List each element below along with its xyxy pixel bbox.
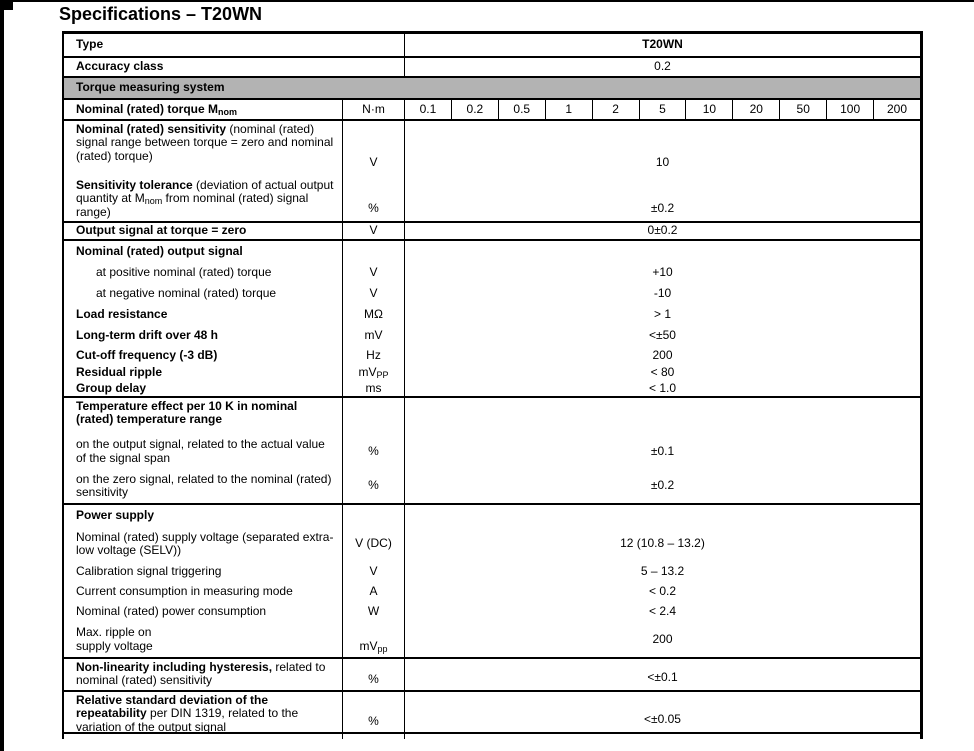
unit-cell: V <box>342 121 404 177</box>
unit-cell: V <box>342 283 404 304</box>
row-cutoff-frequency <box>64 346 920 365</box>
unit-cell <box>342 398 404 434</box>
unit-cell: % <box>342 434 404 469</box>
torque-value-cell: 0.1 <box>404 100 451 119</box>
unit-cell: N·m <box>342 100 404 119</box>
row-value: -10 <box>404 283 920 304</box>
unit-cell: $mV_{pp}$ <box>342 622 404 657</box>
row-value: < 0.2 <box>404 582 920 602</box>
row-label: Calibration signal triggering <box>76 564 222 579</box>
unit-cell: Hz <box>342 346 404 365</box>
specifications-table <box>62 31 923 739</box>
row-label: Accuracy class <box>76 59 164 74</box>
row-value <box>404 734 920 739</box>
unit-cell: % <box>342 659 404 690</box>
row-label: Nominal (rated) power consumption <box>76 604 267 619</box>
torque-value-cell: 1 <box>545 100 592 119</box>
table-block-power-supply <box>64 503 920 657</box>
unit-cell <box>342 241 404 262</box>
unit-cell: $mV_{PP}$ <box>342 365 404 381</box>
row-label: at negative nominal (rated) torque <box>96 285 277 300</box>
row-output-signal-header <box>64 241 920 262</box>
row-label: Type <box>76 37 104 52</box>
unit-cell <box>342 505 404 526</box>
row-positive-torque <box>64 262 920 283</box>
row-label: Nominal (rated) supply voltage (separated extra-low voltage (SELV)) <box>76 529 334 557</box>
row-label: Load resistance <box>76 306 168 321</box>
torque-value-cell: 2 <box>592 100 639 119</box>
page-title: Specifications – T20WN <box>59 4 263 24</box>
row-sensitivity-tolerance <box>64 177 920 221</box>
row-value: < 80 <box>404 365 920 381</box>
scan-edge-corner <box>0 0 13 10</box>
row-residual-ripple <box>64 365 920 381</box>
row-value: 200 <box>404 346 920 365</box>
unit-cell: W <box>342 602 404 622</box>
unit-cell: MΩ <box>342 304 404 325</box>
table-row-non-linearity <box>64 657 920 690</box>
table-row-partial <box>64 732 920 739</box>
row-value <box>404 398 920 434</box>
unit-cell: ms <box>342 381 404 396</box>
row-label: Current consumption in measuring mode <box>76 584 293 599</box>
table-block-temperature-effect <box>64 396 920 503</box>
subscript: nom <box>218 106 238 117</box>
row-calibration-triggering <box>64 562 920 582</box>
scan-edge-left <box>0 0 4 751</box>
row-long-term-drift <box>64 325 920 346</box>
row-value <box>404 505 920 526</box>
row-label: Nominal (rated) torque $M_{nom}$ <box>76 101 238 117</box>
table-row-output-zero <box>64 221 920 239</box>
row-value: < 2.4 <box>404 602 920 622</box>
row-label: Power supply <box>76 507 155 522</box>
section-header: Torque measuring system <box>64 78 920 98</box>
table-block-output-signal <box>64 239 920 396</box>
row-value: <±50 <box>404 325 920 346</box>
unit-cell: V <box>342 223 404 239</box>
row-label: Residual ripple <box>76 365 163 380</box>
table-block-sensitivity <box>64 119 920 221</box>
row-value: 5 – 13.2 <box>404 562 920 582</box>
row-label: Temperature effect per 10 K in nominal (rated) temperature range <box>76 399 298 427</box>
row-temp-effect-output-signal <box>64 434 920 469</box>
row-power-consumption <box>64 602 920 622</box>
row-max-ripple <box>64 622 920 657</box>
row-negative-torque <box>64 283 920 304</box>
unit-cell: A <box>342 582 404 602</box>
row-load-resistance <box>64 304 920 325</box>
torque-value-cell: 20 <box>732 100 779 119</box>
table-row-nominal-torque <box>64 98 920 119</box>
row-label: Group delay <box>76 380 147 395</box>
row-value: 12 (10.8 – 13.2) <box>404 526 920 562</box>
table-row-repeatability <box>64 690 920 732</box>
torque-value-cell: 0.5 <box>498 100 545 119</box>
row-label: on the output signal, related to the actual value of the signal span <box>76 437 325 465</box>
unit-cell <box>342 734 404 739</box>
row-label: Cut-off frequency (-3 dB) <box>76 347 218 362</box>
row-label: Sensitivity tolerance (deviation of actual output quantity at $M_{nom}$ from nominal (rated) signal range) <box>76 178 334 219</box>
torque-value-cell: 100 <box>826 100 873 119</box>
row-value: <±0.05 <box>404 692 920 732</box>
row-value <box>404 241 920 262</box>
row-nominal-sensitivity <box>64 121 920 177</box>
row-label: on the zero signal, related to the nominal (rated) sensitivity <box>76 471 332 499</box>
torque-value-cell: 0.2 <box>451 100 498 119</box>
subscript: PP <box>376 370 389 381</box>
row-supply-voltage <box>64 526 920 562</box>
row-value: 10 <box>404 121 920 177</box>
row-current-consumption <box>64 582 920 602</box>
torque-value-cell: 10 <box>685 100 732 119</box>
unit-cell: % <box>342 692 404 732</box>
row-power-supply-header <box>64 505 920 526</box>
row-temp-effect-zero-signal <box>64 469 920 503</box>
row-label: Non-linearity including hysteresis, related to nominal (rated) sensitivity <box>76 660 326 688</box>
row-label: Nominal (rated) sensitivity (nominal (rated) signal range between torque = zero and nominal (rated) torque) <box>76 122 334 163</box>
subscript: pp <box>377 643 388 654</box>
row-value: 200 <box>404 622 920 657</box>
row-value: +10 <box>404 262 920 283</box>
table-section-torque-measuring-system <box>64 76 920 98</box>
row-label: Output signal at torque = zero <box>76 223 247 238</box>
row-label: Nominal (rated) output signal <box>76 243 243 258</box>
scan-edge-top <box>0 0 974 2</box>
row-label: Max. ripple on supply voltage <box>76 625 153 653</box>
unit-cell: mV <box>342 325 404 346</box>
row-label: Long-term drift over 48 h <box>76 327 219 342</box>
unit-cell: % <box>342 177 404 221</box>
unit-cell: V (DC) <box>342 526 404 562</box>
subscript: nom <box>144 196 163 207</box>
row-value: <±0.1 <box>404 659 920 690</box>
row-value: ±0.2 <box>404 177 920 221</box>
row-temperature-header <box>64 398 920 434</box>
unit-cell: V <box>342 262 404 283</box>
row-value: ±0.2 <box>404 469 920 503</box>
row-value: < 1.0 <box>404 381 920 396</box>
torque-value-cell: 200 <box>873 100 920 119</box>
row-value: ±0.1 <box>404 434 920 469</box>
row-group-delay <box>64 381 920 396</box>
unit-cell: % <box>342 469 404 503</box>
row-value: 0.2 <box>404 58 920 76</box>
row-value: > 1 <box>404 304 920 325</box>
table-row-accuracy-class <box>64 56 920 76</box>
row-value: 0±0.2 <box>404 223 920 239</box>
row-label: at positive nominal (rated) torque <box>96 264 272 279</box>
row-value: T20WN <box>404 34 920 56</box>
row-label <box>64 734 342 739</box>
torque-value-cell: 5 <box>639 100 686 119</box>
unit-cell: V <box>342 562 404 582</box>
row-label: Relative standard deviation of the repeatability per DIN 1319, related to the variation of the output signal <box>76 693 299 734</box>
table-row-type <box>64 34 920 56</box>
torque-value-cell: 50 <box>779 100 826 119</box>
